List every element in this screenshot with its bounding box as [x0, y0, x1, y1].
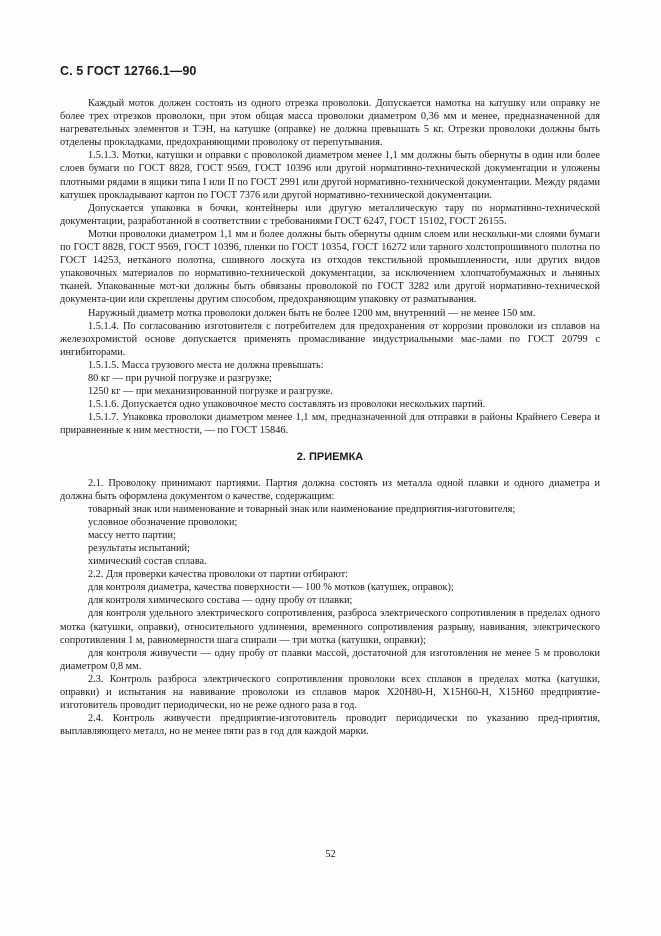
- list-item: условное обозначение проволоки;: [88, 516, 238, 528]
- list-item: для контроля диаметра, качества поверхности — 100 % мотков (катушек, оправок);: [88, 582, 454, 594]
- document-body: [60, 97, 600, 738]
- list-item: результаты испытаний;: [88, 543, 190, 554]
- list-item: для контроля живучести — одну пробу от плавки массой, достаточной для изготовления не менее 5 м проволоки диаметром 0,8 мм.: [60, 647, 600, 672]
- list-item: химический состав сплава.: [88, 556, 207, 568]
- paragraph: Допускается упаковка в бочки, контейнеры или другую металлическую тару по нормативно-технической документации, разработанной в соответствии с требованиями ГОСТ 6247, ГОСТ 15102, ГОСТ 26155.: [60, 202, 600, 227]
- list-item: 80 кг — при ручной погрузке и разгрузке;: [88, 372, 272, 384]
- list-item: для контроля удельного электрического сопротивления, разброса электрического сопротивления в пределах одного мотка (катушки, оправки), относительного удлинения, временного сопротивления разрыву, навивания, электрического сопротивления 1 м, равномерности шага спирали — три мотка (катушки, оправки);: [60, 608, 600, 646]
- paragraph: 1.5.1.7. Упаковка проволоки диаметром менее 1,1 мм, предназначенной для отправки в районы Крайнего Севера и приравненные к ним местности, — по ГОСТ 15846.: [60, 412, 600, 437]
- list-item: товарный знак или наименование и товарный знак или наименование предприятия-изготовителя;: [88, 503, 516, 515]
- paragraph: Каждый моток должен состоять из одного отрезка проволоки. Допускается намотка на катушку или оправку не более трех отрезков проволоки, при этом общая масса проволоки диаметром 0,36 мм и менее, предназначенной для нагревательных элементов и ТЭН, на катушке (оправке) не должна превышать 5 кг. Отрезки проволоки должны быть отделены прокладками, предохраняющими проволоку от перепутывания.: [60, 98, 600, 149]
- section-title: 2. ПРИЕМКА: [296, 451, 364, 464]
- paragraph: 2.4. Контроль живучести предприятие-изготовитель проводит периодически по указанию пред-приятия, выплавляющего металл, но не менее пяти раз в год для каждой марки.: [60, 713, 600, 738]
- paragraph: 2.2. Для проверки качества проволоки от партии отбирают:: [88, 569, 349, 581]
- page-header: С. 5 ГОСТ 12766.1—90: [60, 64, 197, 78]
- list-item: 1250 кг — при механизированной погрузке и разгрузке.: [88, 386, 333, 398]
- paragraph: 2.1. Проволоку принимают партиями. Партия должна состоять из металла одной плавки и одного диаметра и должна быть оформлена документом о качестве, содержащим:: [60, 477, 600, 502]
- paragraph: Мотки проволоки диаметром 1,1 мм и более должны быть обернуты одним слоем или нескольки-ми слоями бумаги по ГОСТ 8828, ГОСТ 9569, ГОСТ 10396, пленки по ГОСТ 10354, ГОСТ 16272 или тарного холстопрошивного полотна по ГОСТ 14253, нетканого полотна, сшивного лоскута из отходов текстильной промышленности, или других видов упаковочных материалов по нормативно-технической документации, за исключением хлопчатобумажных и льняных тканей. Упакованные мот-ки должны быть обвязаны проволокой по ГОСТ 3282 или другой нормативно-технической документа-ции или скреплены другим способом, предохраняющим упаковку от разматывания.: [60, 228, 600, 306]
- paragraph: Наружный диаметр мотка проволоки должен быть не более 1200 мм, внутренний — не менее 150 мм.: [88, 307, 536, 319]
- list-item: для контроля химического состава — одну пробу от плавки;: [88, 595, 353, 607]
- paragraph: 1.5.1.3. Мотки, катушки и оправки с проволокой диаметром менее 1,1 мм должны быть обернуты в один или более слоев бумаги по ГОСТ 8828, ГОСТ 9569, ГОСТ 10396 или другой нормативно-технической документации и уложены плотными рядами в ящики типа I или II по ГОСТ 2991 или другой нормативно-технической документации. Между рядами катушек прокладывают картон по ГОСТ 7376 или другой нормативно-технической документации.: [60, 150, 600, 201]
- list-item: массу нетто партии;: [88, 529, 176, 541]
- paragraph: 2.3. Контроль разброса электрического сопротивления проволоки всех сплавов в пределах мотка (катушки, оправки) и испытания на навивание проволоки из сплавов марок Х20Н80-Н, Х15Н60-Н, Х15Н60 предприятие-изготовитель проводит периодически, но не реже одного раза в год.: [60, 673, 600, 712]
- page-number: 52: [325, 849, 336, 860]
- paragraph: 1.5.1.6. Допускается одно упаковочное место составлять из проволоки нескольких партий.: [88, 399, 486, 411]
- paragraph: 1.5.1.5. Масса грузового места не должна превышать:: [88, 359, 324, 371]
- paragraph: 1.5.1.4. По согласованию изготовителя с потребителем для предохранения от коррозии проволоки из сплавов на железохромистой основе допускается применять промасливание индустриальными мас-лами по ГОСТ 20799 с ингибиторами.: [60, 320, 600, 358]
